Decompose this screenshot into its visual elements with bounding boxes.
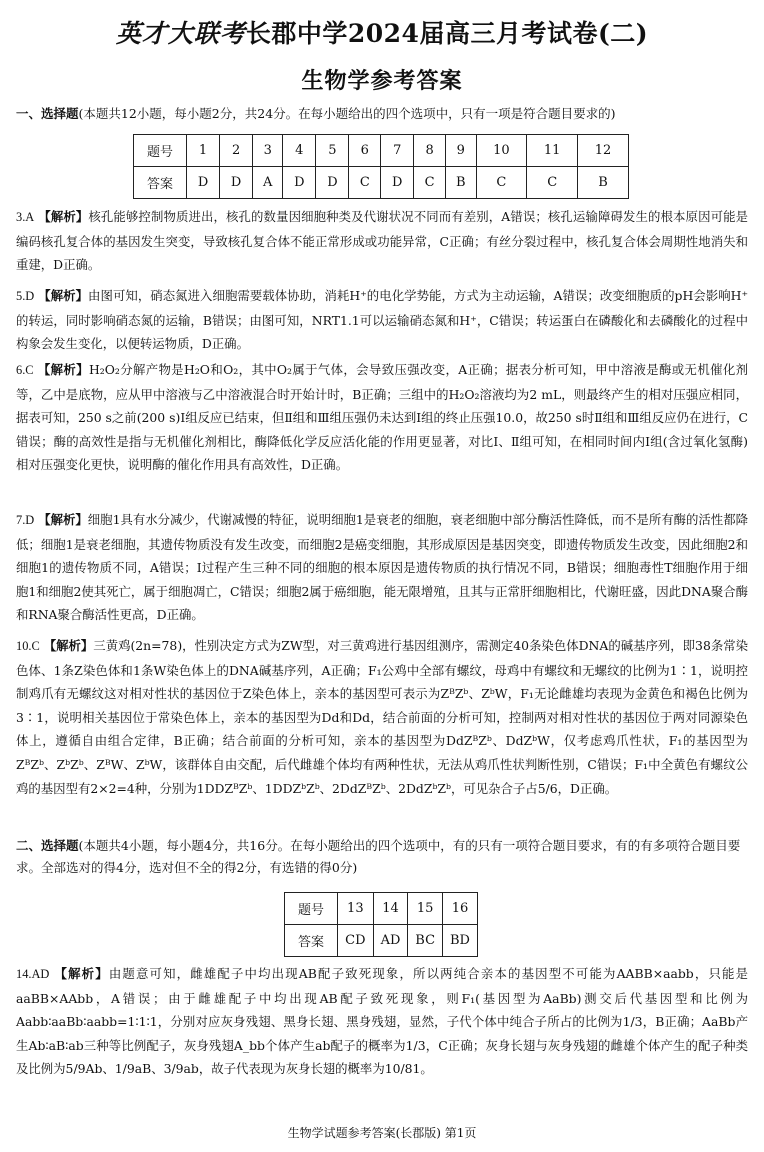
analysis-tag: 【解析】 (54, 966, 109, 981)
table2-answer-cell: AD (373, 925, 408, 957)
page-footer (0, 1124, 764, 1141)
item-number: 7.D (16, 513, 35, 527)
table1-number-cell: 8 (414, 135, 446, 167)
analysis-tag: 【解析】 (43, 638, 94, 653)
table1-number-cell: 2 (220, 135, 253, 167)
table1-row-label: 题号 (134, 135, 187, 167)
table1-number-cell: 11 (527, 135, 578, 167)
answer-item-14 (16, 962, 748, 1081)
section2-heading (16, 835, 748, 879)
table1-number-cell: 6 (349, 135, 381, 167)
table2-answer-cell: CD (338, 925, 374, 957)
table1-row-label: 答案 (134, 167, 187, 199)
table1-answer-cell: C (527, 167, 578, 199)
item-number: 3.A (16, 210, 35, 224)
item-explanation: 由图可知，硝态氮进入细胞需要载体协助，消耗H⁺的电化学势能，方式为主动运输，A错误；改变细胞质的pH会影响H⁺的转运，同时影响硝态氮的运输，B错误；由图可知，NRT1.1可以运输硝态氮和H⁺，C错误；转运蛋白在磷酸化和去磷酸化的过程中构象会发生变化，以便转运物质，D正确。 (16, 288, 748, 352)
page-header (0, 14, 764, 50)
table1-answer-row (134, 167, 629, 199)
table1-number-cell: 1 (187, 135, 220, 167)
table2-row-label: 答案 (285, 925, 338, 957)
section1-heading (16, 103, 748, 125)
brand-logo-text: 英才大联考 (115, 19, 246, 48)
section1-title: 一、选择题 (16, 106, 79, 121)
answer-table-1 (133, 134, 629, 199)
table1-answer-cell: A (253, 167, 283, 199)
item-number: 10.C (16, 639, 40, 653)
table1-answer-cell: D (220, 167, 253, 199)
table1-answer-cell: D (316, 167, 349, 199)
table1-number-cell: 9 (445, 135, 476, 167)
table1-answer-cell: C (414, 167, 446, 199)
footer-page-number: 第1页 (444, 1126, 477, 1140)
table1-number-cell: 7 (381, 135, 414, 167)
item-number: 6.C (16, 363, 34, 377)
item-number: 14.AD (16, 967, 50, 981)
analysis-tag: 【解析】 (37, 362, 89, 377)
answer-table-2 (284, 892, 478, 957)
table1-number-row (134, 135, 629, 167)
analysis-tag: 【解析】 (38, 288, 89, 303)
item-explanation: 由题意可知，雌雄配子中均出现AB配子致死现象，所以两纯合亲本的基因型不可能为AABB×aabb，只能是aaBB×AAbb，A错误；由于雌雄配子中均出现AB配子致死现象，则F₁(基因型为AaBb)测交后代基因型和比例为Aabb∶aaBb∶aabb=1∶1∶1，分别对应灰身残翅、黑身长翅、黑身残翅，显然，子代个体中纯合子所占的比例为1/3，B正确；AaBb产生Ab∶aB∶ab三种等比例配子，灰身残翅A_bb个体产生ab配子的概率为1/3，C正确；灰身长翅与灰身残翅的雌雄个体产生的配子种类及比例为5/9Ab、1/9aB、3/9ab，故子代表现为灰身长翅的概率为10/81。 (16, 966, 748, 1077)
analysis-tag: 【解析】 (38, 209, 89, 224)
table1-answer-cell: C (476, 167, 527, 199)
answer-item-5 (16, 284, 748, 356)
page-subtitle: 生物学参考答案 (301, 69, 463, 94)
table1-number-cell: 12 (578, 135, 629, 167)
answer-item-6 (16, 358, 748, 477)
item-explanation: 三黄鸡(2n=78)，性别决定方式为ZW型，对三黄鸡进行基因组测序，需测定40条染色体DNA的碱基序列，即38条常染色体、1条Z染色体和1条W染色体上的DNA碱基序列，A正确；F₁公鸡中全部有螺纹，母鸡中有螺纹和无螺纹的比例为1∶1，说明控制鸡爪有无螺纹这对相对性状的基因位于Z染色体上，亲本的基因型可表示为ZᴮZᵇ、ZᵇW，F₁无论雌雄均表现为金黄色和褐色比例为3∶1，说明相关基因位于常染色体上，亲本的基因型为Dd和Dd，结合前面的分析可知，控制两对相对性状的基因位于两对同源染色体上，遵循自由组合定律，B正确；结合前面的分析可知，亲本的基因型为DdZᴮZᵇ、DdZᵇW，仅考虑鸡爪性状，F₁的基因型为ZᴮZᵇ、ZᵇZᵇ、ZᴮW、ZᵇW，该群体自由交配，后代雌雄个体均有两种性状，无法从鸡爪性状判断性别，C错误；F₁中全黄色有螺纹公鸡的基因型有2×2=4种，分别为1DDZᴮZᵇ、1DDZᵇZᵇ、2DdZᴮZᵇ、2DdZᵇZᵇ，可见杂合子占5/6，D正确。 (16, 638, 748, 796)
section2-note: (本题共4小题，每小题4分，共16分。在每小题给出的四个选项中，有的只有一项符合题目要求，有的有多项符合题目要求。全部选对的得4分，选对但不全的得2分，有选错的得0分) (16, 838, 741, 875)
table2-answer-row (285, 925, 478, 957)
table2-row-label: 题号 (285, 893, 338, 925)
table2-number-cell: 15 (408, 893, 443, 925)
table1-answer-cell: D (187, 167, 220, 199)
table2-number-cell: 14 (373, 893, 408, 925)
table1-answer-cell: C (349, 167, 381, 199)
section1-note: (本题共12小题，每小题2分，共24分。在每小题给出的四个选项中，只有一项是符合题目要求的) (78, 106, 616, 121)
item-number: 5.D (16, 289, 35, 303)
table1-answer-cell: D (283, 167, 316, 199)
table1-number-cell: 3 (253, 135, 283, 167)
item-explanation: H₂O₂分解产物是H₂O和O₂，其中O₂属于气体，会导致压强改变，A正确；据表分析可知，甲中溶液是酶或无机催化剂等，乙中是底物，应从甲中溶液与乙中溶液混合时开始计时，B正确；三组中的H₂O₂溶液均为2 mL，则最终产生的相对压强应相同，据表可知，250 s之前(200 s)Ⅰ组反应已结束，但Ⅱ组和Ⅲ组压强仍未达到Ⅰ组的终止压强10.0，故250 s时Ⅱ组和Ⅲ组反应仍在进行，C错误；酶的高效性是指与无机催化剂相比，酶降低化学反应活化能的作用更显著，对比Ⅰ、Ⅱ组可知，在相同时间内Ⅰ组(含过氧化氢酶)相对压强变化更快，说明酶的催化作用具有高效性，D正确。 (16, 362, 748, 473)
table2-number-cell: 16 (442, 893, 477, 925)
analysis-tag: 【解析】 (38, 512, 88, 527)
table1-number-cell: 4 (283, 135, 316, 167)
table1-answer-cell: B (445, 167, 476, 199)
item-explanation: 细胞1具有水分减少，代谢减慢的特征，说明细胞1是衰老的细胞，衰老细胞中部分酶活性降低，而不是所有酶的活性都降低；细胞1是衰老细胞，其遗传物质没有发生改变，而细胞2是癌变细胞，其形成原因是基因突变，即遗传物质发生改变，因此细胞2和细胞1的遗传物质不同，A错误；Ⅰ过程产生三种不同的细胞的根本原因是遗传物质的执行情况不同，B错误；细胞毒性T细胞作用于细胞1和细胞2使其死亡，属于细胞凋亡，C错误；细胞2属于癌细胞，能无限增殖，且其与正常肝细胞相比，代谢旺盛，因此DNA聚合酶和RNA聚合酶活性更高，D正确。 (16, 512, 748, 623)
table2-number-row (285, 893, 478, 925)
table1-number-cell: 5 (316, 135, 349, 167)
section2-title: 二、选择题 (16, 838, 79, 853)
answer-item-3 (16, 205, 748, 277)
table2-number-cell: 13 (338, 893, 374, 925)
footer-label: 生物学试题参考答案(长郡版) (287, 1126, 441, 1140)
exam-title: 长郡中学2024届高三月考试卷(二) (245, 19, 649, 48)
table2-answer-cell: BC (408, 925, 443, 957)
table1-answer-cell: D (381, 167, 414, 199)
table1-answer-cell: B (578, 167, 629, 199)
answer-item-7 (16, 508, 748, 627)
table1-number-cell: 10 (476, 135, 527, 167)
table2-answer-cell: BD (442, 925, 477, 957)
answer-item-10 (16, 634, 748, 800)
item-explanation: 核孔能够控制物质进出，核孔的数量因细胞种类及代谢状况不同而有差别，A错误；核孔运输障碍发生的根本原因可能是编码核孔复合体的基因发生突变，导致核孔复合体不能正常形成或功能异常，C正确；有丝分裂过程中，核孔复合体会周期性地消失和重建，D正确。 (16, 209, 748, 273)
